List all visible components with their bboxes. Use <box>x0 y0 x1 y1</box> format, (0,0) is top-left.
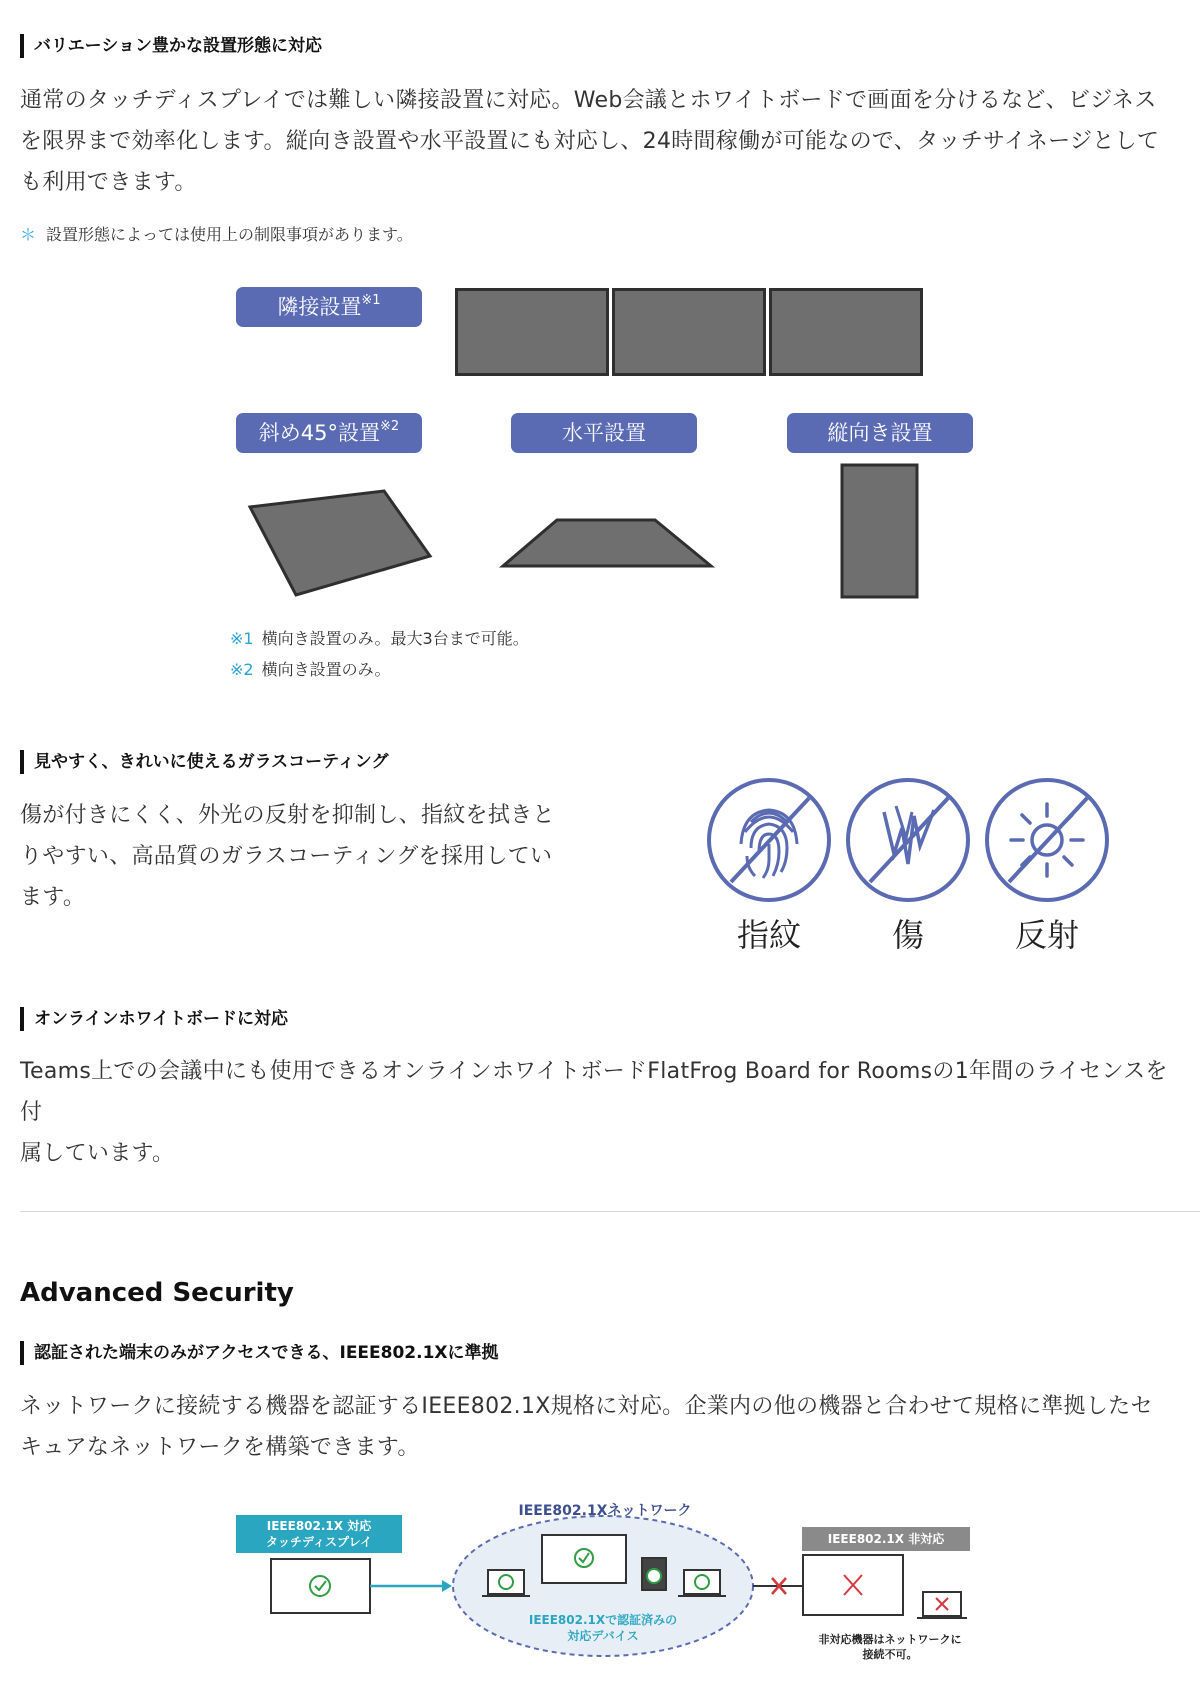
right-laptop <box>684 1570 720 1594</box>
left-laptop <box>488 1570 524 1594</box>
footnote-1-mark: ※1 <box>230 629 254 648</box>
advanced-security-title: Advanced Security <box>20 1278 294 1308</box>
variety-body-line1: 通常のタッチディスプレイでは難しい隣接設置に対応。Web会議とホワイトボードで画面を分けるなど、ビジネス <box>20 88 1157 113</box>
whiteboard-body-line2: 属しています。 <box>20 1141 175 1166</box>
right-caption-line2: 接続不可。 <box>862 1648 918 1661</box>
scratch-icon <box>846 778 970 902</box>
network-title: IEEE802.1Xネットワーク <box>518 1503 692 1519</box>
right-label: IEEE802.1X 非対応 <box>802 1527 970 1551</box>
vertical-screen <box>842 465 917 597</box>
whiteboard-body <box>20 1051 1190 1174</box>
left-display-label-line2: タッチディスプレイ <box>266 1535 372 1549</box>
section-heading-whiteboard: オンラインホワイトボードに対応 <box>20 1007 288 1031</box>
icon-label-reflection: 反射 <box>1014 916 1079 954</box>
label-diagonal-sup: ※2 <box>380 419 400 434</box>
security-body-line1: ネットワークに接続する機器を認証するIEEE802.1X規格に対応。企業内の他の機器と合わせて規格に準拠したセ <box>20 1394 1153 1419</box>
installation-shapes <box>0 0 1200 620</box>
footnote-1 <box>230 626 529 649</box>
section-heading-variety: バリエーション豊かな設置形態に対応 <box>20 34 322 58</box>
center-devices-label <box>520 1612 686 1644</box>
section-heading-security: 認証された端末のみがアクセスできる、IEEE802.1Xに準拠 <box>20 1341 499 1365</box>
variety-body-line2: を限界まで効率化します。縦向き設置や水平設置にも対応し、24時間稼働が可能なので、タッチサイネージとして <box>20 129 1160 154</box>
label-horizontal: 水平設置 <box>511 413 697 453</box>
variety-note-text: 設置形態によっては使用上の制限事項があります。 <box>46 225 413 244</box>
glass-body-line1: 傷が付きにくく、外光の反射を抑制し、指紋を拭きと <box>20 803 555 828</box>
left-display-label-line1: IEEE802.1X 対応 <box>266 1519 372 1533</box>
horizontal-screen <box>503 520 711 566</box>
asterisk-icon: ＊ <box>20 225 37 244</box>
label-adjacent-sup: ※1 <box>361 293 381 308</box>
diagonal-screen <box>250 491 430 595</box>
security-body <box>20 1386 1190 1468</box>
security-body-line2: キュアなネットワークを構築できます。 <box>20 1435 420 1460</box>
icon-label-scratch: 傷 <box>891 916 924 954</box>
glass-body-line2: りやすい、高品質のガラスコーティングを採用してい <box>20 844 553 869</box>
icon-label-fingerprint: 指紋 <box>736 916 801 954</box>
label-vertical: 縦向き設置 <box>787 413 973 453</box>
left-display <box>271 1559 370 1613</box>
footnote-2-mark: ※2 <box>230 660 254 679</box>
label-adjacent-text: 隣接設置 <box>277 295 362 319</box>
whiteboard-body-line1: Teams上での会議中にも使用できるオンラインホワイトボードFlatFrog Board for Roomsの1年間のライセンスを付 <box>20 1059 1168 1125</box>
variety-body-line3: も利用できます。 <box>20 170 197 195</box>
section-heading-glass: 見やすく、きれいに使えるガラスコーティング <box>20 750 388 774</box>
right-caption-line1: 非対応機器はネットワークに <box>818 1633 962 1646</box>
footnote-1-text: 横向き設置のみ。最大3台まで可能。 <box>261 629 529 648</box>
glass-body-line3: ます。 <box>20 885 86 910</box>
center-label-line1: IEEE802.1Xで認証済みの <box>528 1613 678 1627</box>
reflection-icon <box>985 778 1109 902</box>
glass-body <box>20 795 600 918</box>
footnote-2 <box>230 657 391 680</box>
section-divider <box>20 1211 1200 1212</box>
footnote-2-text: 横向き設置のみ。 <box>261 660 391 679</box>
left-display-label <box>236 1515 402 1553</box>
right-caption <box>800 1632 980 1662</box>
center-label-line2: 対応デバイス <box>567 1629 639 1643</box>
label-diagonal-text: 斜め45°設置 <box>258 421 381 445</box>
fingerprint-icon <box>707 778 831 902</box>
